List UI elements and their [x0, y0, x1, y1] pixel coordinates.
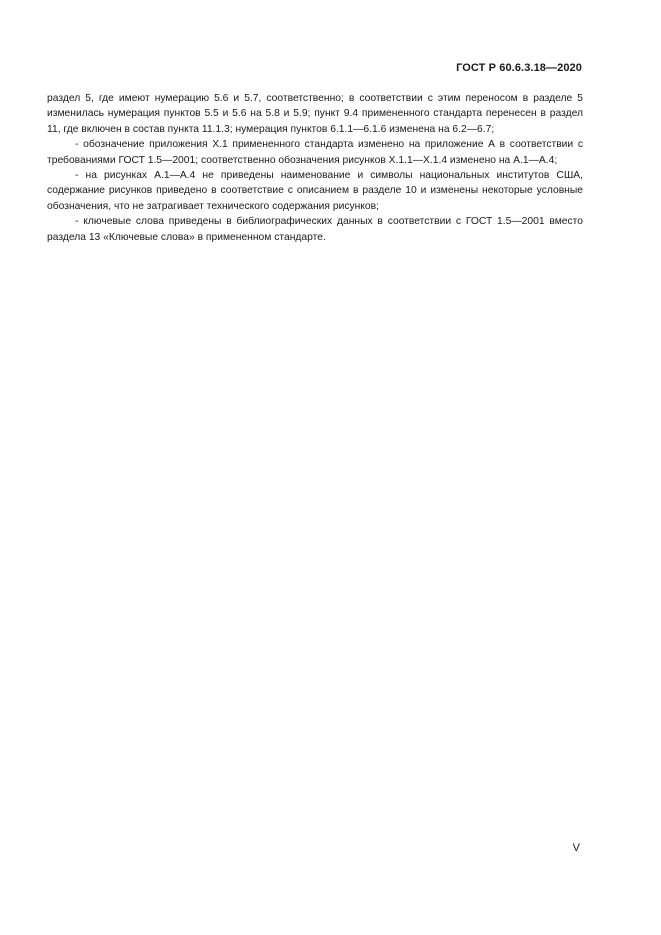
list-item-appendix-designation: - обозначение приложения X.1 примененного стандарта изменено на приложение А в соответствии с требованиями ГОСТ 1.5—2001; соответственно обозначения рисунков X.1.1—X.1.4 изменено на А.1—А.4; [47, 139, 583, 166]
document-body [47, 91, 583, 245]
paragraph-continuation: раздел 5, где имеют нумерацию 5.6 и 5.7, соответственно; в соответствии с этим переносом в разделе 5 изменилась нумерация пунктов 5.5 и 5.6 на 5.8 и 5.9; пункт 9.4 примененного стандарта перенесен в раздел 11, где включен в состав пункта 11.1.3; нумерация пунктов 6.1.1—6.1.6 изменена на 6.2—6.7; [47, 93, 583, 135]
list-item-figures: - на рисунках А.1—А.4 не приведены наименование и символы национальных институтов США, содержание рисунков приведено в соответствие с описанием в разделе 10 и изменены некоторые условные обозначения, что не затрагивает технического содержания рисунков; [47, 170, 583, 212]
page-number: V [572, 842, 580, 854]
document-header: ГОСТ Р 60.6.3.18—2020 [456, 62, 582, 74]
list-item-keywords: - ключевые слова приведены в библиографических данных в соответствии с ГОСТ 1.5—2001 вместо раздела 13 «Ключевые слова» в примененном стандарте. [47, 216, 583, 243]
